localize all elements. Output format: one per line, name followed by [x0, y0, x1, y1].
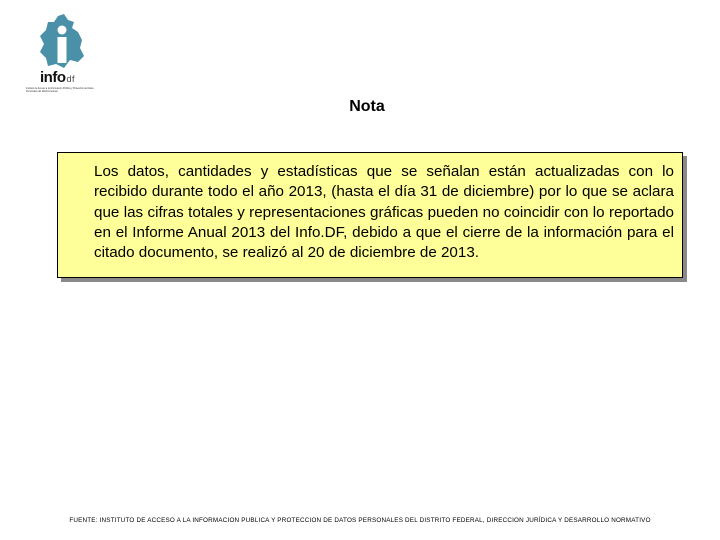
- infodf-logo-map-icon: [38, 14, 86, 70]
- page-title: Nota: [349, 98, 385, 115]
- logo-name: info: [40, 69, 66, 86]
- logo-suffix: df: [66, 74, 76, 84]
- note-box: [57, 152, 683, 278]
- infodf-logo: [26, 14, 98, 98]
- source-footer: FUENTE: INSTITUTO DE ACCESO A LA INFORMACION PUBLICA Y PROTECCION DE DATOS PERSONALES DEL DISTRITO FEDERAL, DIRECCION JURÍDICA Y DESARROLLO NORMATIVO: [69, 517, 651, 524]
- logo-wordmark: [40, 69, 75, 86]
- logo-tagline: Instituto de Acceso a la Información Pública y Protección de Datos Personales del Distrito Federal: [26, 88, 94, 93]
- note-text: Los datos, cantidades y estadísticas que se señalan están actualizadas con lo recibido durante todo el año 2013, (hasta el día 31 de diciembre) por lo que se aclara que las cifras totales y representaciones gráficas pueden no coincidir con lo reportado en el Informe Anual 2013 del Info.DF, debido a que el cierre de la información para el citado documento, se realizó al 20 de diciembre de 2013.: [94, 163, 674, 262]
